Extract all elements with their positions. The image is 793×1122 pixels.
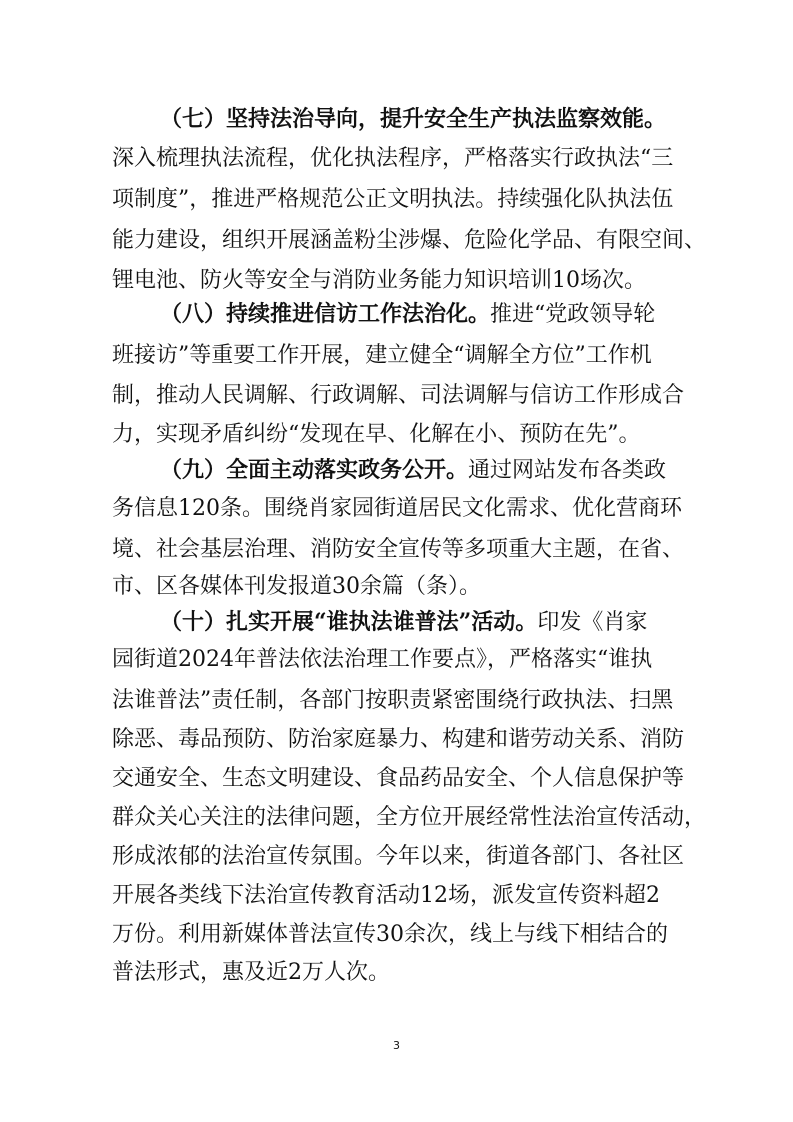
paragraph-first-line (160, 299, 655, 329)
section-heading-10: （十）扎实开展“谁执法谁普法”活动。 (160, 609, 538, 635)
paragraph-line: 万份。利用新媒体普法宣传30余次，线上与线下相结合的 (112, 922, 668, 947)
paragraph-line: 能力建设，组织开展涵盖粉尘涉爆、危险化学品、有限空间、 (112, 228, 707, 253)
paragraph-line: 交通安全、生态文明建设、食品药品安全、个人信息保护等 (112, 766, 685, 791)
paragraph-line: 深入梳理执法流程，优化执法程序，严格落实行政执法“三 (112, 146, 674, 171)
paragraph-line: 群众关心关注的法律问题，全方位开展经常性法治宣传活动， (112, 805, 707, 830)
paragraph-line: 园街道2024年普法依法治理工作要点》，严格落实“谁执 (112, 647, 653, 672)
paragraph-text: 通过网站发布各类政 (468, 458, 667, 483)
paragraph-text: 印发《肖家 (537, 610, 648, 635)
paragraph-first-line (160, 455, 666, 485)
paragraph-line: 务信息120条。围绕肖家园街道居民文化需求、优化营商环 (112, 496, 682, 521)
paragraph-line: 除恶、毒品预防、防治家庭暴力、构建和谐劳动关系、消防 (112, 727, 685, 752)
paragraph-first-line (160, 607, 647, 637)
paragraph-line: 境、社会基层治理、消防安全宣传等多项重大主题，在省、 (112, 537, 685, 562)
paragraph-line: 市、区各媒体刊发报道30余篇（条）。 (112, 574, 481, 599)
paragraph-line: 锂电池、防火等安全与消防业务能力知识培训10场次。 (112, 268, 646, 293)
paragraph-text: 推进“党政领导轮 (490, 302, 656, 327)
paragraph-line: 法谁普法”责任制，各部门按职责紧密围绕行政执法、扫黑 (112, 688, 674, 713)
paragraph-line: 力，实现矛盾纠纷“发现在早、化解在小、预防在先”。 (112, 422, 641, 447)
paragraph-line: 班接访”等重要工作开展，建立健全“调解全方位”工作机 (112, 343, 652, 368)
paragraph-line: 项制度”，推进严格规范公正文明执法。持续强化队执法伍 (112, 187, 674, 212)
section-heading-8: （八）持续推进信访工作法治化。 (160, 301, 491, 327)
section-heading-7: （七）坚持法治导向，提升安全生产执法监察效能。 (160, 106, 667, 132)
paragraph-line: 普法形式，惠及近2万人次。 (112, 960, 390, 985)
page-number: 3 (393, 1039, 400, 1052)
paragraph-line: 形成浓郁的法治宣传氛围。今年以来，街道各部门、各社区 (112, 844, 685, 869)
paragraph-line: 开展各类线下法治宣传教育活动12场，派发宣传资料超2 (112, 883, 660, 908)
section-heading-9: （九）全面主动落实政务公开。 (160, 457, 469, 483)
paragraph-line: 制，推动人民调解、行政调解、司法调解与信访工作形成合 (112, 383, 685, 408)
